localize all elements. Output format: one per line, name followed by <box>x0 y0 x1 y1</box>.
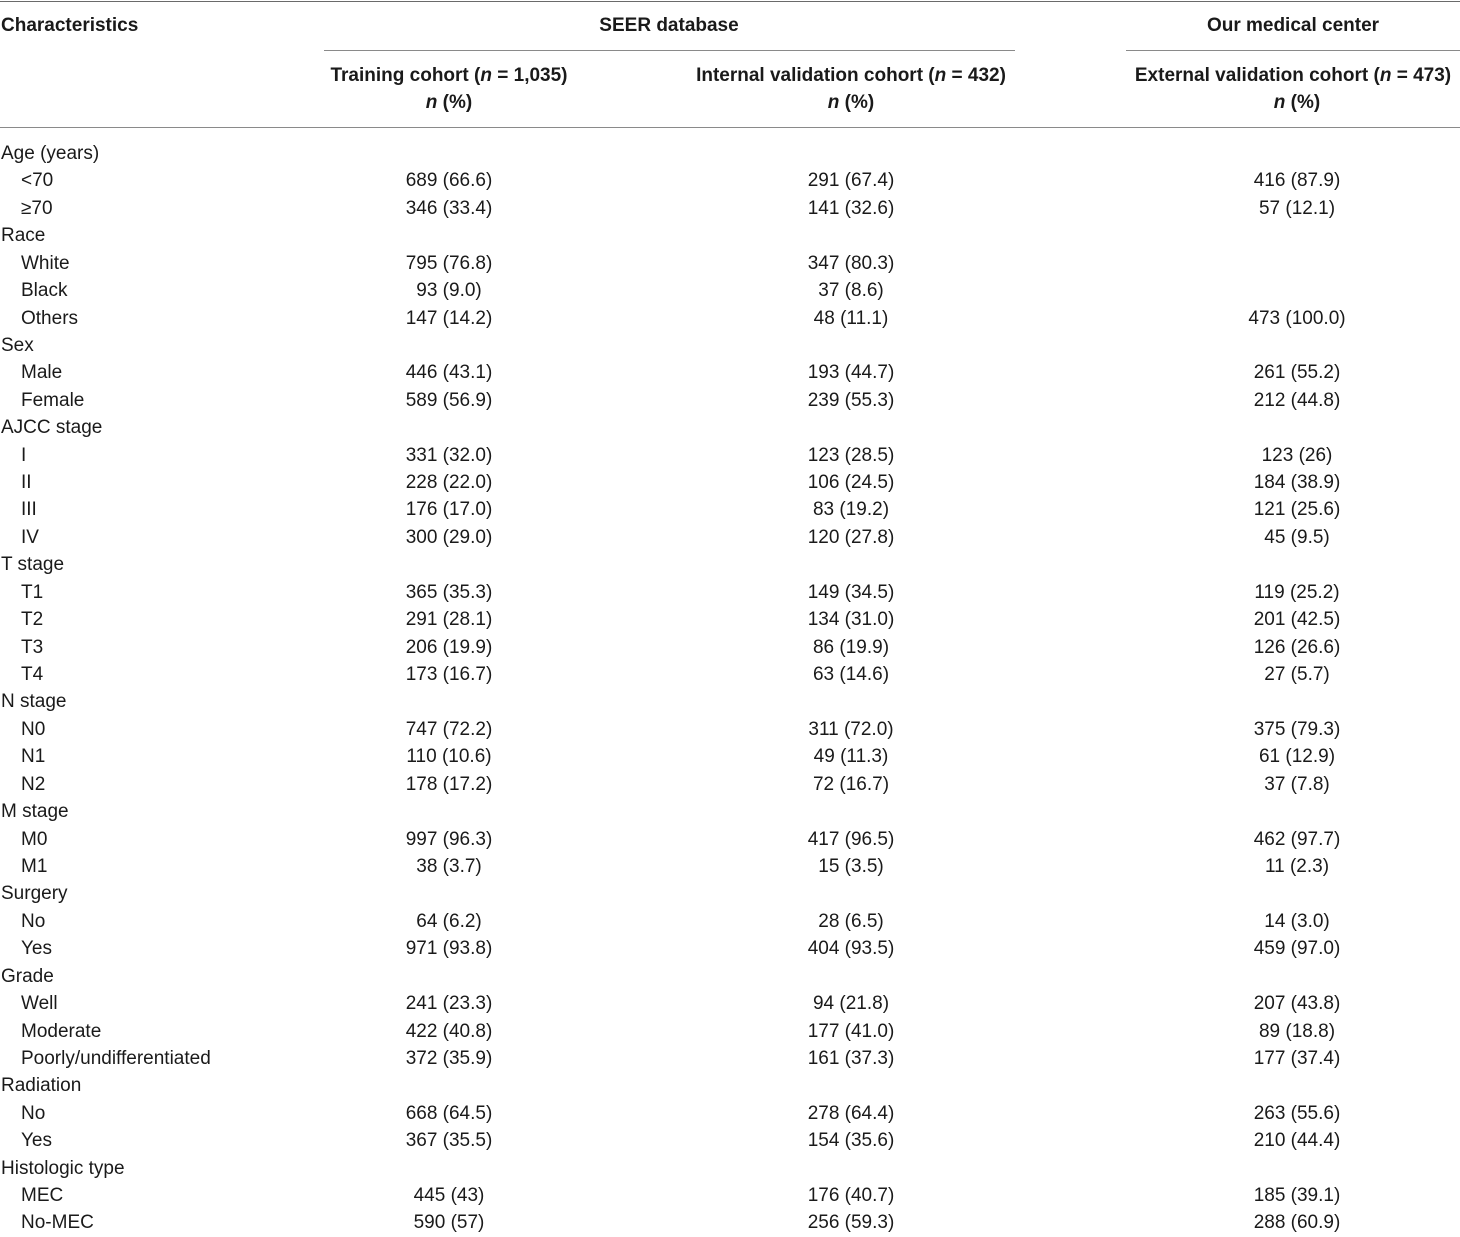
cell-internal: 149 (34.5) <box>807 581 895 603</box>
row-label: <70 <box>21 170 54 192</box>
cell-training: 367 (35.5) <box>405 1130 493 1152</box>
table-row <box>0 167 1460 194</box>
table-top-rule <box>0 1 1460 2</box>
cell-external: 177 (37.4) <box>1253 1047 1341 1069</box>
cell-internal: 37 (8.6) <box>818 280 884 302</box>
cell-training: 38 (3.7) <box>416 855 482 877</box>
cell-internal: 63 (14.6) <box>812 664 890 686</box>
cell-external: 263 (55.6) <box>1253 1102 1341 1124</box>
cell-training: 668 (64.5) <box>405 1102 493 1124</box>
table-category-row <box>0 332 1460 359</box>
table-row <box>0 387 1460 414</box>
row-label: White <box>21 252 70 274</box>
cell-external: 11 (2.3) <box>1264 855 1330 877</box>
row-label: T3 <box>21 636 44 658</box>
cell-internal: 176 (40.7) <box>807 1185 895 1207</box>
cell-internal: 291 (67.4) <box>807 170 895 192</box>
cell-training: 422 (40.8) <box>405 1020 493 1042</box>
row-label: Poorly/undifferentiated <box>21 1047 211 1069</box>
table-row <box>0 277 1460 304</box>
cell-internal: 28 (6.5) <box>818 910 884 932</box>
table-row <box>0 661 1460 688</box>
cell-external: 121 (25.6) <box>1253 499 1341 521</box>
table-row <box>0 250 1460 277</box>
cell-internal: 123 (28.5) <box>807 444 895 466</box>
cell-training: 291 (28.1) <box>405 609 493 631</box>
table-body <box>0 140 1460 1237</box>
cell-training: 346 (33.4) <box>405 197 493 219</box>
table-category-row <box>0 880 1460 907</box>
table-category-row <box>0 222 1460 249</box>
row-label: N stage <box>1 691 67 713</box>
row-label: Male <box>21 362 63 384</box>
cell-internal: 154 (35.6) <box>807 1130 895 1152</box>
cell-external: 375 (79.3) <box>1253 718 1341 740</box>
row-label: M1 <box>21 855 48 877</box>
row-label: No <box>21 910 46 932</box>
row-label: Yes <box>21 1130 52 1152</box>
cell-internal: 256 (59.3) <box>807 1212 895 1234</box>
table-row <box>0 1209 1460 1236</box>
cell-training: 147 (14.2) <box>405 307 493 329</box>
cell-internal: 106 (24.5) <box>807 472 895 494</box>
table-row <box>0 1018 1460 1045</box>
table-row <box>0 579 1460 606</box>
row-label: MEC <box>21 1185 64 1207</box>
cell-external: 123 (26) <box>1261 444 1333 466</box>
cell-training: 365 (35.3) <box>405 581 493 603</box>
cell-external: 27 (5.7) <box>1264 664 1330 686</box>
row-label: Female <box>21 389 85 411</box>
cell-external: 126 (26.6) <box>1253 636 1341 658</box>
cell-training: 747 (72.2) <box>405 718 493 740</box>
cell-internal: 120 (27.8) <box>807 526 895 548</box>
row-label: AJCC stage <box>1 417 103 439</box>
cell-training: 173 (16.7) <box>405 664 493 686</box>
cell-training: 589 (56.9) <box>405 389 493 411</box>
header-col-training-unit: n (%) <box>425 92 473 113</box>
table-row <box>0 771 1460 798</box>
cell-training: 372 (35.9) <box>405 1047 493 1069</box>
row-label: N2 <box>21 773 46 795</box>
table-category-row <box>0 963 1460 990</box>
table-row <box>0 935 1460 962</box>
table-row <box>0 634 1460 661</box>
cell-external: 473 (100.0) <box>1248 307 1346 329</box>
table-row <box>0 524 1460 551</box>
row-label: Moderate <box>21 1020 102 1042</box>
cell-external: 14 (3.0) <box>1264 910 1330 932</box>
row-label: N0 <box>21 718 46 740</box>
cell-training: 241 (23.3) <box>405 993 493 1015</box>
cell-training: 93 (9.0) <box>416 280 482 302</box>
cell-internal: 161 (37.3) <box>807 1047 895 1069</box>
row-label: Well <box>21 993 58 1015</box>
cell-external: 207 (43.8) <box>1253 993 1341 1015</box>
cell-external: 89 (18.8) <box>1258 1020 1336 1042</box>
cell-internal: 278 (64.4) <box>807 1102 895 1124</box>
cell-external: 212 (44.8) <box>1253 389 1341 411</box>
cell-internal: 311 (72.0) <box>808 718 894 740</box>
header-col-external-unit: n (%) <box>1273 92 1321 113</box>
header-characteristics: Characteristics <box>1 15 139 36</box>
cell-training: 206 (19.9) <box>405 636 493 658</box>
cell-external: 459 (97.0) <box>1253 938 1341 960</box>
header-col-internal-unit: n (%) <box>827 92 875 113</box>
cell-internal: 48 (11.1) <box>813 307 889 329</box>
cell-external: 37 (7.8) <box>1264 773 1330 795</box>
cell-internal: 15 (3.5) <box>818 855 884 877</box>
table-row <box>0 606 1460 633</box>
cell-external: 416 (87.9) <box>1253 170 1341 192</box>
table-category-row <box>0 688 1460 715</box>
cell-external: 61 (12.9) <box>1258 746 1336 768</box>
cell-training: 178 (17.2) <box>405 773 493 795</box>
table-row <box>0 990 1460 1017</box>
cell-internal: 239 (55.3) <box>807 389 895 411</box>
cell-training: 689 (66.6) <box>405 170 493 192</box>
group-center-rule <box>1126 50 1460 51</box>
table-category-row <box>0 1072 1460 1099</box>
cell-training: 331 (32.0) <box>405 444 493 466</box>
cell-training: 795 (76.8) <box>405 252 493 274</box>
row-label: Yes <box>21 938 52 960</box>
cell-internal: 49 (11.3) <box>813 746 889 768</box>
header-col-internal: Internal validation cohort (n = 432) <box>696 65 1006 86</box>
cell-external: 261 (55.2) <box>1253 362 1341 384</box>
row-label: M stage <box>1 801 69 823</box>
cell-internal: 83 (19.2) <box>812 499 890 521</box>
table-row <box>0 496 1460 523</box>
row-label: Radiation <box>1 1075 82 1097</box>
row-label: No <box>21 1102 46 1124</box>
row-label: No-MEC <box>21 1212 94 1234</box>
table-row <box>0 469 1460 496</box>
row-label: Others <box>21 307 79 329</box>
row-label: III <box>21 499 37 521</box>
cell-internal: 141 (32.6) <box>807 197 895 219</box>
table-row <box>0 743 1460 770</box>
cell-external: 185 (39.1) <box>1253 1185 1341 1207</box>
cell-internal: 404 (93.5) <box>807 938 895 960</box>
cell-training: 445 (43) <box>413 1185 485 1207</box>
cell-external: 45 (9.5) <box>1264 526 1330 548</box>
cell-internal: 72 (16.7) <box>812 773 890 795</box>
table-row <box>0 195 1460 222</box>
table-row <box>0 359 1460 386</box>
cell-external: 288 (60.9) <box>1253 1212 1341 1234</box>
cell-internal: 86 (19.9) <box>812 636 890 658</box>
table-row <box>0 1127 1460 1154</box>
row-label: Histologic type <box>1 1157 125 1179</box>
cell-internal: 134 (31.0) <box>807 609 895 631</box>
cell-external: 462 (97.7) <box>1253 828 1341 850</box>
cell-training: 228 (22.0) <box>405 472 493 494</box>
row-label: ≥70 <box>21 197 53 219</box>
cell-external: 119 (25.2) <box>1254 581 1340 603</box>
table-row <box>0 908 1460 935</box>
header-group-center: Our medical center <box>1206 15 1380 36</box>
header-col-training: Training cohort (n = 1,035) <box>330 65 568 86</box>
cell-training: 300 (29.0) <box>405 526 493 548</box>
cell-internal: 193 (44.7) <box>807 362 895 384</box>
cell-external: 184 (38.9) <box>1253 472 1341 494</box>
table-category-row <box>0 1155 1460 1182</box>
table-category-row <box>0 140 1460 167</box>
cell-internal: 94 (21.8) <box>812 993 890 1015</box>
cell-internal: 347 (80.3) <box>807 252 895 274</box>
cell-external: 210 (44.4) <box>1253 1130 1341 1152</box>
header-col-external: External validation cohort (n = 473) <box>1134 65 1452 86</box>
table-row <box>0 716 1460 743</box>
cell-training: 971 (93.8) <box>405 938 493 960</box>
table-row <box>0 853 1460 880</box>
row-label: II <box>21 472 32 494</box>
table-row <box>0 442 1460 469</box>
table-row <box>0 305 1460 332</box>
cell-training: 110 (10.6) <box>406 746 492 768</box>
header-bottom-rule <box>0 127 1460 128</box>
table-row <box>0 1182 1460 1209</box>
table-row <box>0 826 1460 853</box>
row-label: T4 <box>21 664 44 686</box>
row-label: M0 <box>21 828 48 850</box>
header-group-seer: SEER database <box>599 15 739 36</box>
cell-internal: 417 (96.5) <box>807 828 895 850</box>
row-label: Black <box>21 280 68 302</box>
cell-external: 57 (12.1) <box>1258 197 1336 219</box>
table-category-row <box>0 798 1460 825</box>
table-row <box>0 1045 1460 1072</box>
group-seer-rule <box>324 50 1015 51</box>
table-category-row <box>0 414 1460 441</box>
table-category-row <box>0 551 1460 578</box>
row-label: I <box>21 444 27 466</box>
row-label: T stage <box>1 554 65 576</box>
row-label: Surgery <box>1 883 68 905</box>
cell-training: 446 (43.1) <box>405 362 493 384</box>
cell-internal: 177 (41.0) <box>807 1020 895 1042</box>
table-row <box>0 1100 1460 1127</box>
cell-external: 201 (42.5) <box>1253 609 1341 631</box>
cell-training: 997 (96.3) <box>405 828 493 850</box>
row-label: Grade <box>1 965 54 987</box>
row-label: Race <box>1 225 46 247</box>
row-label: T1 <box>21 581 44 603</box>
row-label: T2 <box>21 609 44 631</box>
row-label: IV <box>21 526 39 548</box>
row-label: Sex <box>1 334 34 356</box>
row-label: Age (years) <box>1 143 100 164</box>
cell-training: 64 (6.2) <box>416 910 482 932</box>
cell-training: 176 (17.0) <box>405 499 493 521</box>
row-label: N1 <box>21 746 46 768</box>
cell-training: 590 (57) <box>413 1212 485 1234</box>
